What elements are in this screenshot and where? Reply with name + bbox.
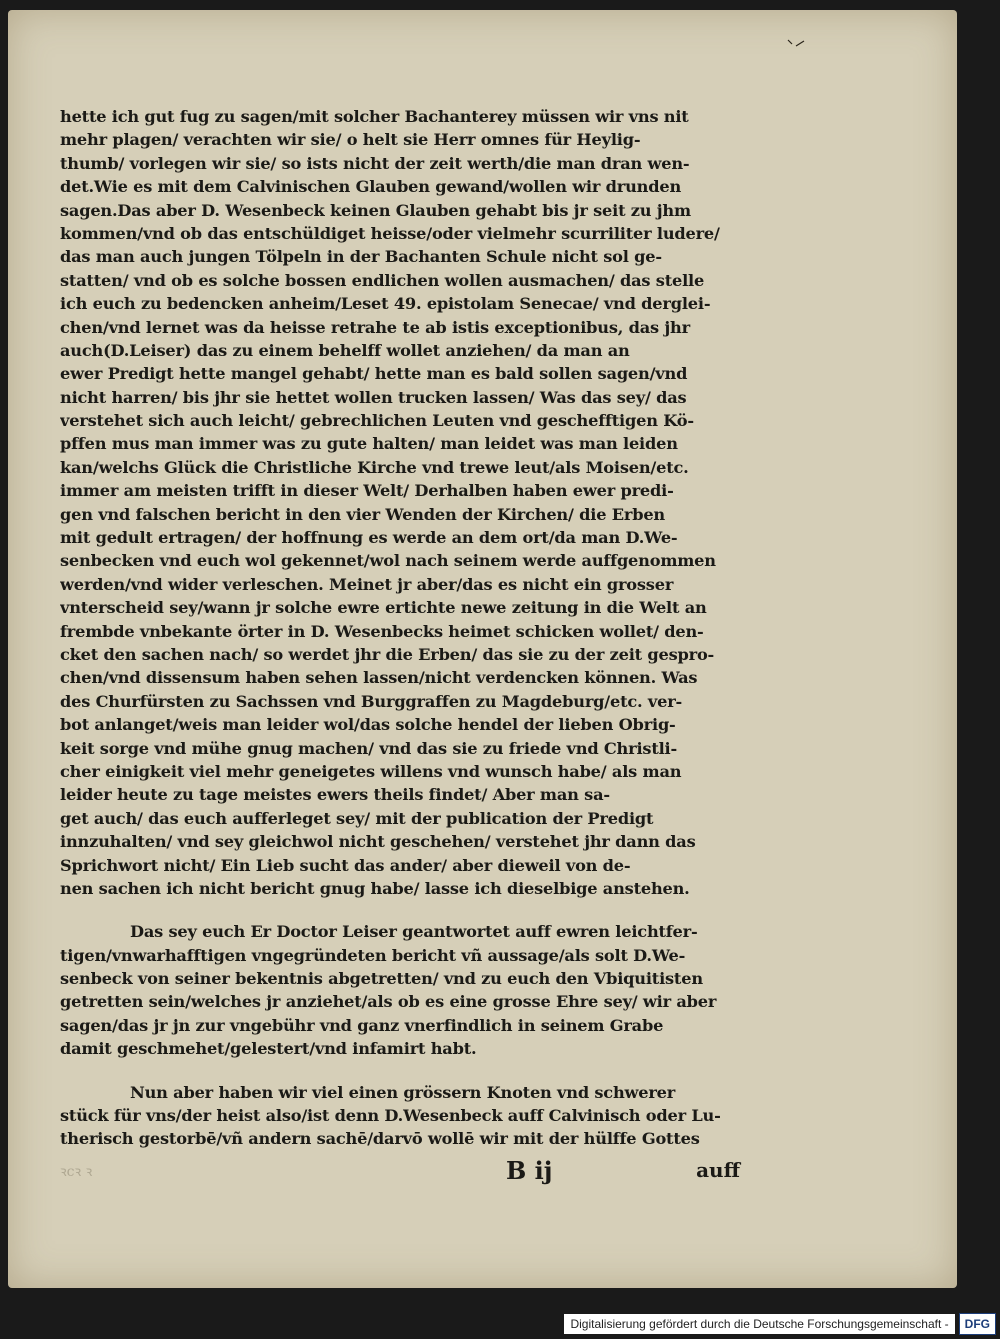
text-line: cket den sachen nach/ so werdet jhr die Erben/ das sie zu der zeit gespro- xyxy=(60,644,715,664)
text-line: ewer Predigt hette mangel gehabt/ hette man es bald sollen sagen/vnd xyxy=(60,364,688,384)
text-line: nen sachen ich nicht bericht gnug habe/ lasse ich dieselbige anstehen. xyxy=(60,878,690,898)
text-line: immer am meisten trifft in dieser Welt/ Derhalben haben ewer predi- xyxy=(60,481,674,501)
text-line: frembde vnbekante örter in D. Wesenbecks heimet schicken wollet/ den- xyxy=(60,621,704,641)
text-line: des Churfürsten zu Sachssen vnd Burggraffen zu Magdeburg/etc. ver- xyxy=(60,691,683,711)
text-line: ich euch zu bedencken anheim/Leset 49. epistolam Senecae/ vnd derglei- xyxy=(60,294,711,314)
text-line: werden/vnd wider verleschen. Meinet jr aber/das es nicht ein grosser xyxy=(60,574,674,594)
text-line: kan/welchs Glück die Christliche Kirche vnd trewe leut/als Moisen/etc. xyxy=(60,457,689,477)
text-line: statten/ vnd ob es solche bossen endlichen wollen ausmachen/ das stelle xyxy=(60,270,705,290)
text-line: mehr plagen/ verachten wir sie/ o helt sie Herr omnes für Heylig- xyxy=(60,130,641,150)
document-page xyxy=(8,10,957,1288)
text-line: chen/vnd lernet was da heisse retrahe te ab istis exceptionibus, das jhr xyxy=(60,317,690,337)
text-line: gen vnd falschen bericht in den vier Wenden der Kirchen/ die Erben xyxy=(60,504,665,524)
signature-mark: B ij xyxy=(506,1156,553,1185)
text-line: das man auch jungen Tölpeln in der Bachanten Schule nicht sol ge- xyxy=(60,247,662,267)
faint-marks: ꝛcꝛ ꝛ xyxy=(60,1164,93,1180)
text-line: cher einigkeit viel mehr geneigetes willens vnd wunsch habe/ als man xyxy=(60,761,682,781)
page-catchline xyxy=(60,1156,740,1186)
text-line: chen/vnd dissensum haben sehen lassen/nicht verdencken können. Was xyxy=(60,668,698,688)
paragraph-gap xyxy=(60,900,740,920)
text-line: Das sey euch Er Doctor Leiser geantwortet auff ewren leichtfer- xyxy=(130,922,698,942)
text-line: getretten sein/welches jr anziehet/als ob es eine grosse Ehre sey/ wir aber xyxy=(60,992,717,1012)
text-line: kommen/vnd ob das entschüldiget heisse/oder vielmehr scurriliter ludere/ xyxy=(60,223,720,243)
catchword: auff xyxy=(696,1158,740,1182)
funding-notice: Digitalisierung gefördert durch die Deutsche Forschungsgemeinschaft - xyxy=(564,1314,954,1334)
paragraph-gap xyxy=(60,1061,740,1081)
text-line: tigen/vnwarhafftigen vngegründeten bericht vñ aussage/als solt D.We- xyxy=(60,945,686,965)
main-text xyxy=(60,105,740,1151)
text-line: sagen/das jr jn zur vngebühr vnd ganz vnerfindlich in seinem Grabe xyxy=(60,1015,664,1035)
text-line: mit gedult ertragen/ der hoffnung es werde an dem ort/da man D.We- xyxy=(60,528,678,548)
text-line: hette ich gut fug zu sagen/mit solcher Bachanterey müssen wir vns nit xyxy=(60,107,689,126)
text-line: Nun aber haben wir viel einen grössern Knoten vnd schwerer xyxy=(130,1082,676,1102)
text-line: keit sorge vnd mühe gnug machen/ vnd das sie zu friede vnd Christli- xyxy=(60,738,678,758)
text-line: vnterscheid sey/wann jr solche ewre ertichte newe zeitung in die Welt an xyxy=(60,598,707,618)
text-line: senbeck von seiner bekentnis abgetretten/ vnd zu euch den Vbiquitisten xyxy=(60,969,703,989)
text-line: thumb/ vorlegen wir sie/ so ists nicht der zeit werth/die man dran wen- xyxy=(60,153,690,173)
text-line: innzuhalten/ vnd sey gleichwol nicht geschehen/ verstehet jhr dann das xyxy=(60,832,696,852)
text-line: damit geschmehet/gelestert/vnd infamirt habt. xyxy=(60,1039,477,1059)
text-line: verstehet sich auch leicht/ gebrechlichen Leuten vnd geschefftigen Kö- xyxy=(60,411,694,431)
text-line: auch(D.Leiser) das zu einem behelff wollet anziehen/ da man an xyxy=(60,340,630,360)
text-line: leider heute zu tage meistes ewers theils findet/ Aber man sa- xyxy=(60,785,610,805)
text-line: nicht harren/ bis jhr sie hettet wollen trucken lassen/ Was das sey/ das xyxy=(60,387,687,407)
text-line: senbecken vnd euch wol gekennet/wol nach seinem werde auffgenommen xyxy=(60,551,716,571)
text-line: Sprichwort nicht/ Ein Lieb sucht das ander/ aber dieweil von de- xyxy=(60,855,631,875)
text-line: sagen.Das aber D. Wesenbeck keinen Glauben gehabt bis jr seit zu jhm xyxy=(60,200,691,220)
text-line: pffen mus man immer was zu gute halten/ man leidet was man leiden xyxy=(60,434,678,454)
text-line: det.Wie es mit dem Calvinischen Glauben gewand/wollen wir drunden xyxy=(60,177,682,197)
dfg-logo: DFG xyxy=(959,1313,996,1335)
text-line: therisch gestorbē/vñ andern sachē/darvō wollē wir mit der hülffe Gottes xyxy=(60,1129,700,1149)
footer-bar xyxy=(564,1313,996,1335)
text-line: bot anlanget/weis man leider wol/das solche hendel der lieben Obrig- xyxy=(60,715,676,735)
corner-mark-icon xyxy=(786,38,806,50)
text-line: get auch/ das euch aufferleget sey/ mit der publication der Predigt xyxy=(60,808,654,828)
text-line: stück für vns/der heist also/ist denn D.Wesenbeck auff Calvinisch oder Lu- xyxy=(60,1106,721,1126)
